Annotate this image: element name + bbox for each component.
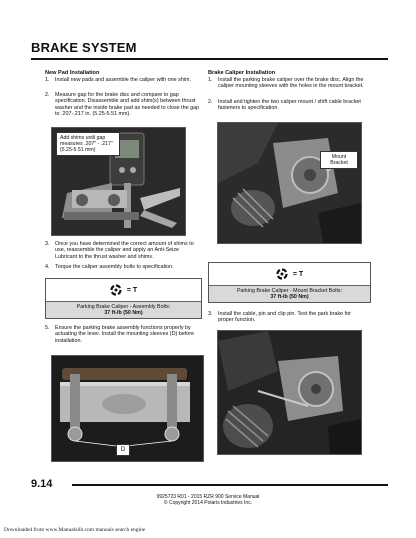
mount-bracket-photo <box>217 122 362 244</box>
caliper-gap-photo <box>51 127 186 236</box>
step-item <box>45 241 200 260</box>
torque-spec-text <box>209 286 370 302</box>
step-number: 4. <box>45 264 50 270</box>
step-number: 2. <box>208 99 213 105</box>
step-item <box>208 99 368 112</box>
shim-gap-callout: Add shims until gap measures .207" - .217" (5.25-5.51 mm) <box>56 132 120 156</box>
footer-rule <box>72 484 388 486</box>
step-number: 3. <box>208 311 213 317</box>
torque-value: 37 ft-lb (50 Nm) <box>104 310 143 317</box>
torque-label: Parking Brake Caliper - Mount Bracket Bolts: <box>236 288 343 294</box>
caliper-sleeves-photo <box>51 355 204 462</box>
step-text: Once you have determined the correct amount of shims to use, reassemble the caliper and apply an Anti-Seize Lubricant to the thrust washer and shims. <box>55 241 194 260</box>
torque-symbol: = T <box>292 270 304 278</box>
step-text: Install and tighten the two caliper mount / shift cable bracket fasteners to specification. <box>218 99 361 112</box>
step-text: Install the parking brake caliper over the brake disc. Align the caliper mounting sleeves with the holes in the mount bracket. <box>218 77 364 90</box>
torque-spec-box <box>208 262 371 303</box>
step-text: Ensure the parking brake assembly functions properly by actuating the lever. Install the mounting sleeves (D) before installation. <box>55 325 195 344</box>
cable-pin-illustration <box>218 331 361 454</box>
footer-manual-title: 9925723 R01 - 2015 RZR 900 Service Manual <box>156 494 260 500</box>
page-title: BRAKE SYSTEM <box>31 40 137 55</box>
torque-symbol: = T <box>126 286 138 294</box>
page-number: 9.14 <box>31 478 53 490</box>
step-item <box>45 92 200 118</box>
footer-copyright: © Copyright 2014 Polaris Industries Inc. <box>163 500 253 506</box>
torque-label: Parking Brake Caliper - Assembly Bolts: <box>76 304 171 310</box>
cable-pin-photo <box>217 330 362 455</box>
step-item <box>45 77 200 83</box>
step-number: 1. <box>208 77 213 83</box>
torque-symbol-row <box>46 279 201 302</box>
title-rule <box>31 58 388 60</box>
section-heading-caliper-install: Brake Caliper Installation <box>208 70 276 76</box>
step-number: 3. <box>45 241 50 247</box>
torque-spec-box <box>45 278 202 319</box>
sleeve-d-callout: D <box>116 444 130 456</box>
step-text: Measure gap for the brake disc and compare to gap specification. Disassemble and add shim(s) between thrust washer and the inside brake pad as needed to close the gap to .207-.217 in. (5.25-5.51 mm). <box>55 92 200 118</box>
step-text: Torque the caliper assembly bolts to specification. <box>55 264 174 270</box>
torque-wrench-icon <box>276 268 288 280</box>
mount-bracket-callout: Mount Bracket <box>320 151 358 169</box>
step-item <box>45 264 200 270</box>
torque-spec-text <box>46 302 201 318</box>
mount-bracket-illustration <box>218 123 361 243</box>
torque-symbol-row <box>209 263 370 286</box>
step-item <box>208 311 368 324</box>
step-number: 2. <box>45 92 50 98</box>
step-text: Install new pads and assemble the caliper with one shim. <box>55 77 192 83</box>
step-number: 5. <box>45 325 50 331</box>
step-number: 1. <box>45 77 50 83</box>
section-heading-new-pad: New Pad Installation <box>45 70 100 76</box>
step-item <box>208 77 368 90</box>
torque-value: 37 ft-lb (50 Nm) <box>270 294 309 301</box>
step-text: Install the cable, pin and clip pin. Test the park brake for proper function. <box>218 311 351 324</box>
step-item <box>45 325 200 344</box>
torque-wrench-icon <box>110 284 122 296</box>
download-notice-link[interactable]: Downloaded from www.Manualslib.com manuals search engine <box>4 527 146 533</box>
